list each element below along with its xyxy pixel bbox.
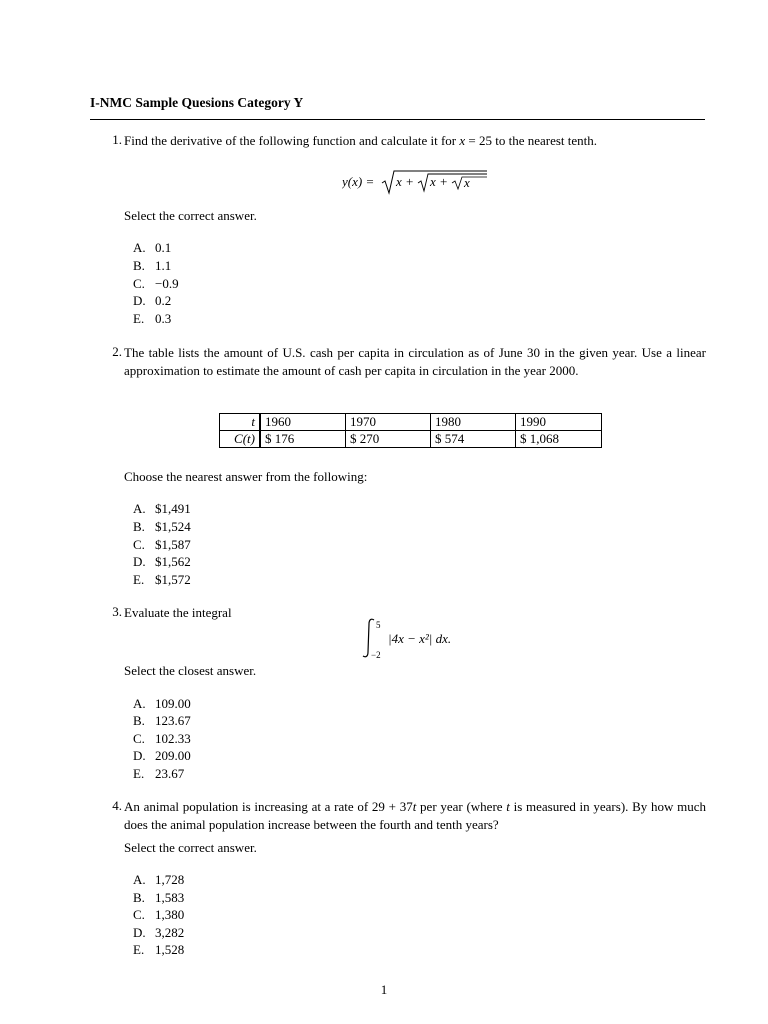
q1-choice-a: A. 0.1 xyxy=(133,240,172,255)
question-1-text xyxy=(124,132,706,150)
question-4-text: An animal population is increasing at a rate of 29 + 37t per year (where t is measured in years). By how much does the animal population increase between the fourth and tenth years? xyxy=(124,799,706,832)
q3-choice-c: C. 102.33 xyxy=(133,731,191,746)
q4-choice-a: A. 1,728 xyxy=(133,872,185,887)
table-cell: $ 1,068 xyxy=(516,431,602,448)
question-3-equation xyxy=(362,617,472,659)
question-3-prompt: Select the closest answer. xyxy=(124,663,257,678)
q3-choice-a: A. 109.00 xyxy=(133,696,191,711)
eq1-plus1: + xyxy=(406,174,414,189)
eq1-x2: x xyxy=(430,174,436,189)
page-number: 1 xyxy=(380,982,388,997)
q3-choice-e: E. 23.67 xyxy=(133,766,185,781)
q1-choice-e: E. 0.3 xyxy=(133,311,172,326)
table-cell: $ 574 xyxy=(431,431,516,448)
question-1-text-b: = 25 to the nearest tenth. xyxy=(465,133,598,148)
eq3-lower: −2 xyxy=(371,650,381,659)
table-cell: 1990 xyxy=(516,414,602,431)
q1-choice-d: D. 0.2 xyxy=(133,293,172,308)
question-1-var: x xyxy=(459,133,466,148)
question-2-number: 2. xyxy=(112,344,122,359)
page-title: I-NMC Sample Quesions Category Y xyxy=(90,95,304,110)
q2-choice-c: C. $1,587 xyxy=(133,537,191,552)
q4-choice-e: E. 1,528 xyxy=(133,942,185,957)
q2-choice-a: A. $1,491 xyxy=(133,501,191,516)
question-2-text: The table lists the amount of U.S. cash per capita in circulation as of June 30 in the given year. Use a linear approximation to estimate the amount of cash per capita in circulation in the year 2000. xyxy=(124,345,706,378)
title-rule xyxy=(90,119,705,120)
question-1-number: 1. xyxy=(112,132,122,147)
eq1-x3: x xyxy=(464,175,470,190)
q4-choice-c: C. 1,380 xyxy=(133,907,185,922)
question-2-prompt: Choose the nearest answer from the following: xyxy=(124,469,368,484)
eq3-integrand: |4x − x²| dx. xyxy=(388,631,452,646)
eq3-upper: 5 xyxy=(376,620,381,630)
question-4-prompt: Select the correct answer. xyxy=(124,840,257,855)
q3-choice-d: D. 209.00 xyxy=(133,748,191,763)
table-cell: 1960 xyxy=(260,414,346,431)
question-4-number: 4. xyxy=(112,798,122,813)
question-1-text-a: Find the derivative of the following function and calculate it for xyxy=(124,133,460,148)
q2-choice-b: B. $1,524 xyxy=(133,519,191,534)
question-3-text: Evaluate the integral xyxy=(124,605,232,620)
question-1-prompt: Select the correct answer. xyxy=(124,208,257,223)
table-cell: $ 176 xyxy=(260,431,346,448)
table-header-ct: C(t) xyxy=(220,431,261,448)
q4-choice-d: D. 3,282 xyxy=(133,925,185,940)
table-header-t: t xyxy=(220,414,261,431)
cash-table xyxy=(219,413,602,448)
q2-choice-e: E. $1,572 xyxy=(133,572,191,587)
q4-choice-b: B. 1,583 xyxy=(133,890,185,905)
eq1-lhs: y(x) = xyxy=(342,174,375,189)
table-cell: 1980 xyxy=(431,414,516,431)
q1-choice-c: C. −0.9 xyxy=(133,276,179,291)
q2-choice-d: D. $1,562 xyxy=(133,554,191,569)
table-row-years xyxy=(220,414,602,431)
question-1-equation xyxy=(342,168,492,196)
question-3-number: 3. xyxy=(112,604,122,619)
q1-choice-b: B. 1.1 xyxy=(133,258,172,273)
eq1-x1: x xyxy=(396,174,402,189)
eq1-plus2: + xyxy=(440,174,448,189)
q3-choice-b: B. 123.67 xyxy=(133,713,191,728)
table-cell: 1970 xyxy=(346,414,431,431)
table-row-amounts xyxy=(220,431,602,448)
table-cell: $ 270 xyxy=(346,431,431,448)
